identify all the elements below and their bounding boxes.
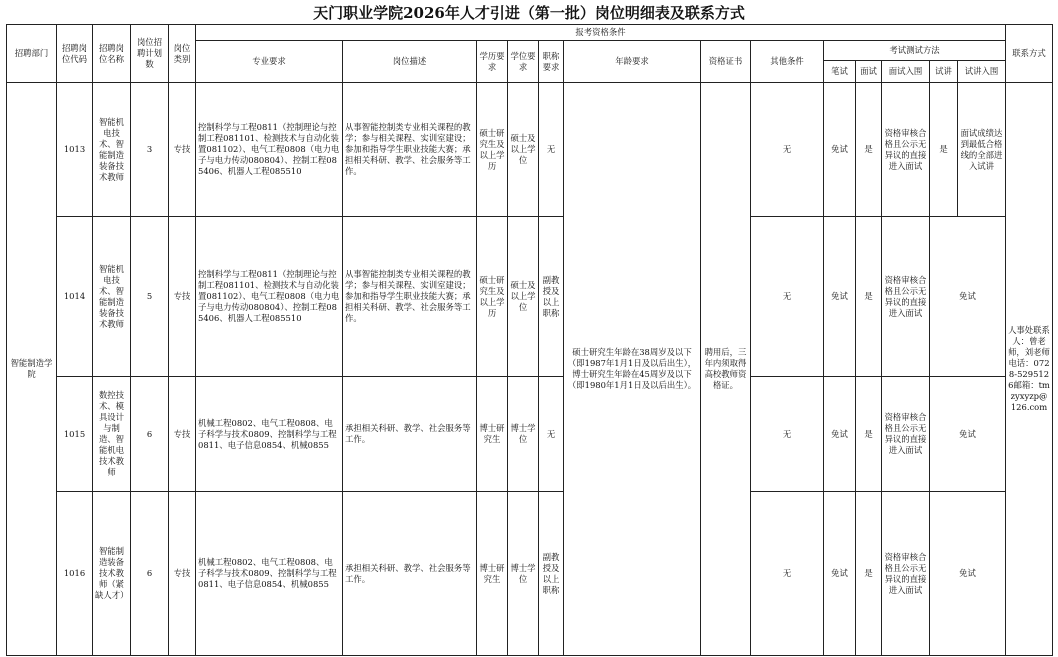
- cell-lecture-merged: 免试: [930, 492, 1006, 656]
- cell-plan: 6: [131, 377, 169, 492]
- cell-other: 无: [751, 492, 824, 656]
- cell-plan: 5: [131, 217, 169, 377]
- table-row: [7, 83, 1053, 217]
- cell-category: 专技: [169, 83, 196, 217]
- cell-name: 智能机电技术、智能制造装备技术教师: [93, 83, 131, 217]
- header-requirements-group: 报考资格条件: [196, 25, 1006, 41]
- cell-title-req: 无: [539, 377, 564, 492]
- cell-lecture-merged: 免试: [930, 377, 1006, 492]
- cell-written: 免试: [824, 492, 856, 656]
- cell-lecture-entry: 面试成绩达到最低合格线的全部进入试讲: [958, 83, 1006, 217]
- cell-interview-entry: 资格审核合格且公示无异议的直接进入面试: [882, 217, 930, 377]
- cell-code: 1013: [57, 83, 93, 217]
- cell-written: 免试: [824, 217, 856, 377]
- cell-code: 1016: [57, 492, 93, 656]
- cell-interview-entry: 资格审核合格且公示无异议的直接进入面试: [882, 83, 930, 217]
- cell-name: 智能制造装备技术教师（紧缺人才）: [93, 492, 131, 656]
- cell-category: 专技: [169, 217, 196, 377]
- cell-title-req: 副教授及以上职称: [539, 217, 564, 377]
- cell-education: 博士研究生: [477, 377, 508, 492]
- cell-description: 承担相关科研、教学、社会服务等工作。: [343, 492, 477, 656]
- header-written: 笔试: [824, 61, 856, 83]
- header-cert: 资格证书: [701, 41, 751, 83]
- cell-education: 硕士研究生及以上学历: [477, 217, 508, 377]
- cell-other: 无: [751, 83, 824, 217]
- cell-category: 专技: [169, 377, 196, 492]
- document-title: 天门职业学院2026年人才引进（第一批）岗位明细表及联系方式: [313, 4, 745, 22]
- cell-title-req: 无: [539, 83, 564, 217]
- cell-lecture-merged: 免试: [930, 217, 1006, 377]
- cell-major: 机械工程0802、电气工程0808、电子科学与技术0809、控制科学与工程0811、电子信息0854、机械0855: [196, 377, 343, 492]
- cell-degree: 硕士及以上学位: [508, 217, 539, 377]
- header-education: 学历要求: [477, 41, 508, 83]
- cell-major: 机械工程0802、电气工程0808、电子科学与技术0809、控制科学与工程0811、电子信息0854、机械0855: [196, 492, 343, 656]
- cell-code: 1015: [57, 377, 93, 492]
- table-row: [7, 492, 1053, 656]
- cell-name: 智能机电技术、智能制造装备技术教师: [93, 217, 131, 377]
- header-other: 其他条件: [751, 41, 824, 83]
- cell-major: 控制科学与工程0811（控制理论与控制工程081101、检测技术与自动化装置081102）、电气工程0808（电力电子与电力传动080804）、控制工程085406、机器人工程085510: [196, 83, 343, 217]
- header-contact: 联系方式: [1006, 25, 1053, 83]
- header-major: 专业要求: [196, 41, 343, 83]
- cell-interview: 是: [856, 83, 882, 217]
- header-lecture-entry: 试讲入围: [958, 61, 1006, 83]
- cell-other: 无: [751, 377, 824, 492]
- cell-description: 承担相关科研、教学、社会服务等工作。: [343, 377, 477, 492]
- header-lecture: 试讲: [930, 61, 958, 83]
- cell-interview: 是: [856, 217, 882, 377]
- cell-lecture: 是: [930, 83, 958, 217]
- cell-degree: 硕士及以上学位: [508, 83, 539, 217]
- cell-interview: 是: [856, 377, 882, 492]
- header-title-req: 职称要求: [539, 41, 564, 83]
- cell-written: 免试: [824, 83, 856, 217]
- header-interview-entry: 面试入围: [882, 61, 930, 83]
- cell-contact: 人事处联系人：曾老师，刘老师电话：0728-5295126邮箱：tmzyxyzp@126.com: [1006, 83, 1053, 656]
- cell-category: 专技: [169, 492, 196, 656]
- cell-interview-entry: 资格审核合格且公示无异议的直接进入面试: [882, 492, 930, 656]
- cell-cert: 聘用后，三年内须取得高校教师资格证。: [701, 83, 751, 656]
- header-code: 招聘岗位代码: [57, 25, 93, 83]
- cell-interview: 是: [856, 492, 882, 656]
- cell-description: 从事智能控制类专业相关课程的教学；参与相关课程、实训室建设；参加和指导学生职业技能大赛；承担相关科研、教学、社会服务等工作。: [343, 217, 477, 377]
- header-category: 岗位类别: [169, 25, 196, 83]
- header-plan: 岗位招聘计划数: [131, 25, 169, 83]
- header-degree: 学位要求: [508, 41, 539, 83]
- cell-plan: 6: [131, 492, 169, 656]
- table-row: [7, 377, 1053, 492]
- table-row: [7, 217, 1053, 377]
- cell-education: 硕士研究生及以上学历: [477, 83, 508, 217]
- header-exam-group: 考试测试方法: [824, 41, 1006, 61]
- header-row-1: [7, 25, 1053, 41]
- cell-dept: 智能制造学院: [7, 83, 57, 656]
- cell-other: 无: [751, 217, 824, 377]
- cell-education: 博士研究生: [477, 492, 508, 656]
- cell-age: 硕士研究生年龄在38周岁及以下（即1987年1月1日及以后出生），博士研究生年龄在45周岁及以下（即1980年1月1日及以后出生）。: [564, 83, 701, 656]
- cell-written: 免试: [824, 377, 856, 492]
- header-name: 招聘岗位名称: [93, 25, 131, 83]
- position-table: [6, 24, 1053, 656]
- cell-major: 控制科学与工程0811（控制理论与控制工程081101、检测技术与自动化装置081102）、电气工程0808（电力电子与电力传动080804）、控制工程085406、机器人工程085510: [196, 217, 343, 377]
- cell-degree: 博士学位: [508, 492, 539, 656]
- cell-code: 1014: [57, 217, 93, 377]
- header-description: 岗位描述: [343, 41, 477, 83]
- cell-degree: 博士学位: [508, 377, 539, 492]
- cell-description: 从事智能控制类专业相关课程的教学；参与相关课程、实训室建设；参加和指导学生职业技能大赛；承担相关科研、教学、社会服务等工作。: [343, 83, 477, 217]
- header-dept: 招聘部门: [7, 25, 57, 83]
- cell-plan: 3: [131, 83, 169, 217]
- header-age: 年龄要求: [564, 41, 701, 83]
- cell-name: 数控技术、模具设计与制造、智能机电技术教师: [93, 377, 131, 492]
- cell-title-req: 副教授及以上职称: [539, 492, 564, 656]
- header-interview: 面试: [856, 61, 882, 83]
- cell-interview-entry: 资格审核合格且公示无异议的直接进入面试: [882, 377, 930, 492]
